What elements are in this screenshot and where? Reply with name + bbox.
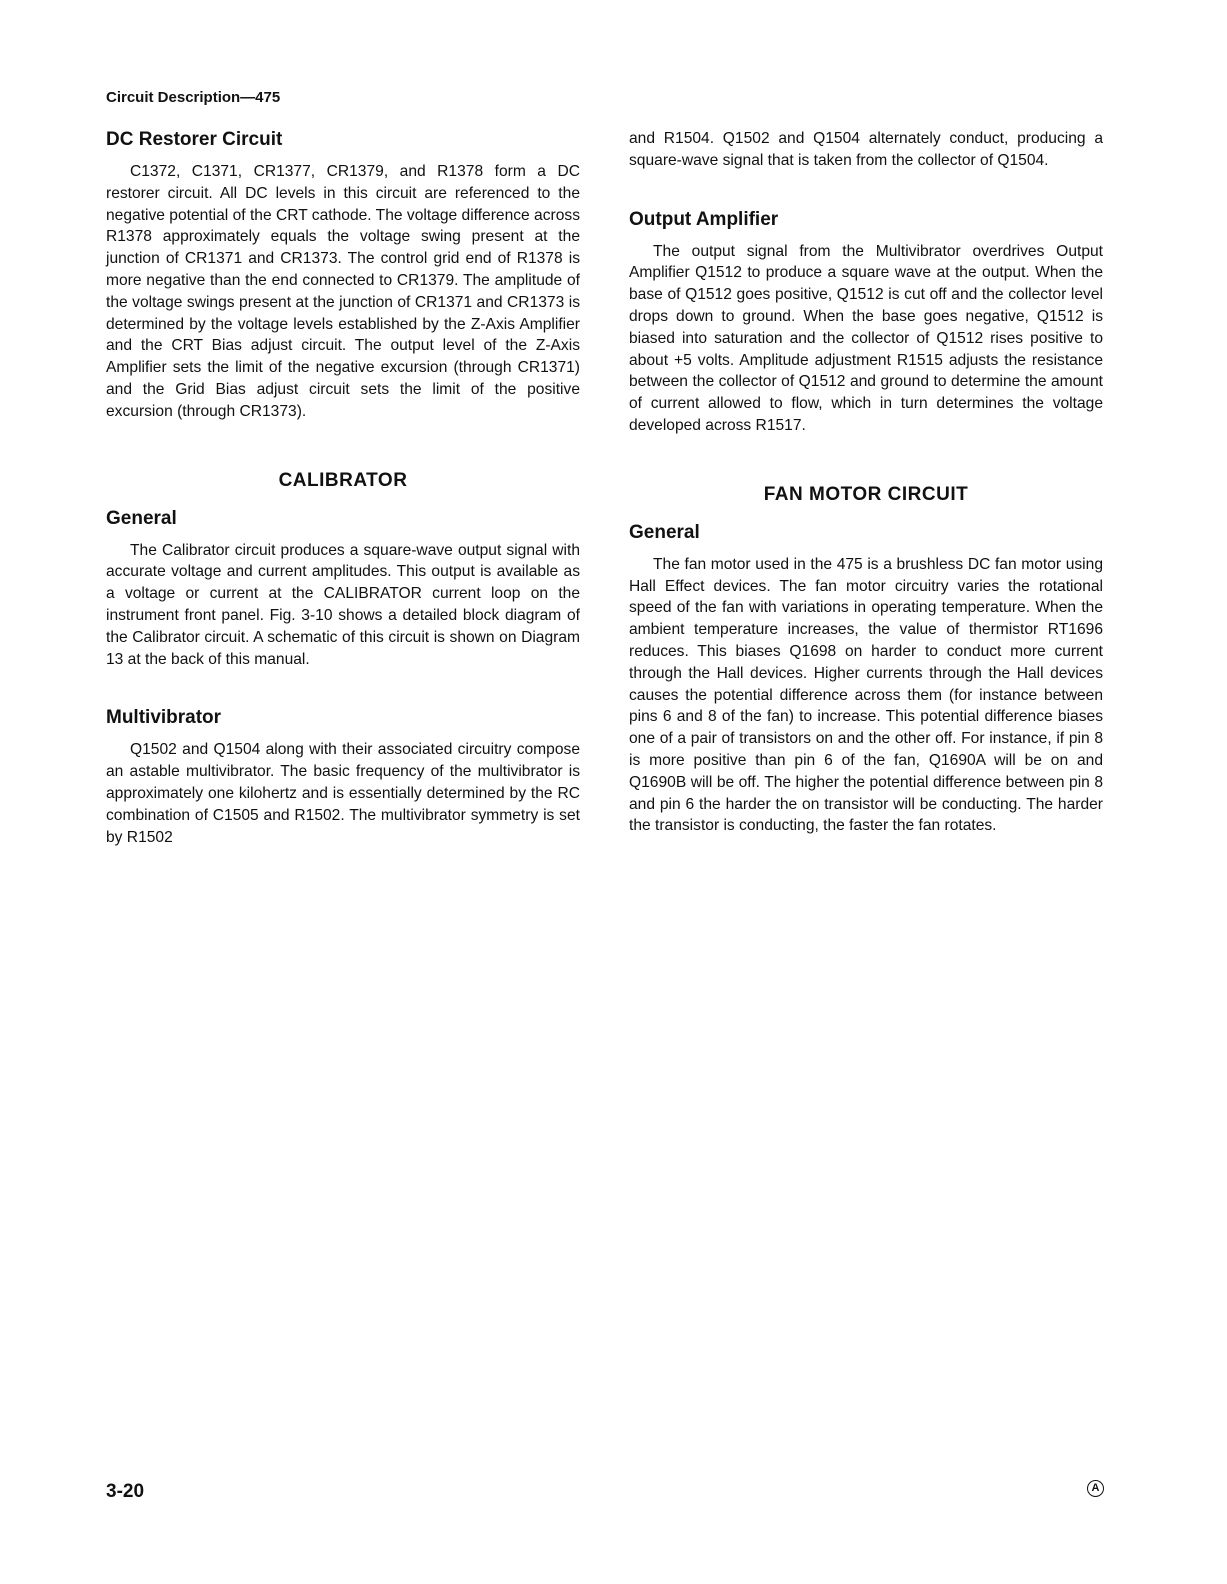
- fan-motor-general-heading: General: [629, 521, 700, 543]
- multivibrator-body: Q1502 and Q1504 along with their associated circuitry compose an astable multivibrator. The basic frequency of the multivibrator is approximately one kilohertz and is essentially determined by the RC combination of C1505 and R1502. The multivibrator symmetry is set by R1502: [106, 741, 580, 846]
- right-column: [629, 128, 1103, 837]
- output-amplifier-body: The output signal from the Multivibrator overdrives Output Amplifier Q1512 to produce a square wave at the output. When the base of Q1512 goes positive, Q1512 is cut off and the collector level drops down to ground. When the base goes negative, Q1512 is biased into saturation and the collector of Q1512 rises positive to about +5 volts. Amplitude adjustment R1515 adjusts the resistance between the collector of Q1512 and ground to determine the amount of current allowed to flow, which in turn determines the voltage developed across R1517.: [629, 242, 1103, 434]
- page-number: 3-20: [106, 1481, 145, 1502]
- left-column: [106, 128, 580, 848]
- multivibrator-body-continued: and R1504. Q1502 and Q1504 alternately conduct, producing a square-wave signal that is taken from the collector of Q1504.: [629, 130, 1103, 169]
- multivibrator-heading: Multivibrator: [106, 707, 222, 729]
- fan-motor-general-body: The fan motor used in the 475 is a brushless DC fan motor using Hall Effect devices. The fan motor circuitry varies the rotational speed of the fan with variations in operating temperature. When the ambient temperature increases, the value of thermistor RT1696 reduces. This biases Q1698 on harder to conduct more current through the Hall devices. Higher currents through the Hall devices causes the potential difference across them (for instance between pins 6 and 8 of the fan) to increase. This potential difference biases one of a pair of transistors on and the other off. For instance, if pin 8 is more positive than pin 6 of the fan, Q1690A will be on and Q1690B will be off. The higher the potential difference between pin 8 and pin 6 the harder the on transistor will be conducting. The harder the transistor is conducting, the faster the fan rotates.: [629, 555, 1103, 835]
- calibrator-title: CALIBRATOR: [278, 469, 408, 491]
- revision-mark-icon: A: [1087, 1480, 1104, 1497]
- fan-motor-title: FAN MOTOR CIRCUIT: [763, 483, 969, 505]
- dc-restorer-body: C1372, C1371, CR1377, CR1379, and R1378 form a DC restorer circuit. All DC levels in this circuit are referenced to the negative potential of the CRT cathode. The voltage difference across R1378 approximately equals the voltage swing present at the junction of CR1371 and CR1373. The control grid end of R1378 is more negative than the end connected to CR1379. The amplitude of the voltage swings present at the junction of CR1371 and CR1373 is determined by the voltage levels established by the Z-Axis Amplifier and the CRT Bias adjust circuit. The output level of the Z-Axis Amplifier sets the limit of the negative excursion (through CR1371) and the Grid Bias adjust circuit sets the limit of the positive excursion (through CR1373).: [106, 163, 580, 420]
- calibrator-general-heading: General: [106, 507, 177, 529]
- dc-restorer-heading: DC Restorer Circuit: [106, 129, 283, 150]
- output-amplifier-heading: Output Amplifier: [629, 208, 779, 230]
- running-head: Circuit Description—475: [106, 89, 281, 106]
- calibrator-general-body: The Calibrator circuit produces a square-wave output signal with accurate voltage and current amplitudes. This output is available as a voltage or current at the CALIBRATOR current loop on the instrument front panel. Fig. 3-10 shows a detailed block diagram of the Calibrator circuit. A schematic of this circuit is shown on Diagram 13 at the back of this manual.: [106, 541, 580, 668]
